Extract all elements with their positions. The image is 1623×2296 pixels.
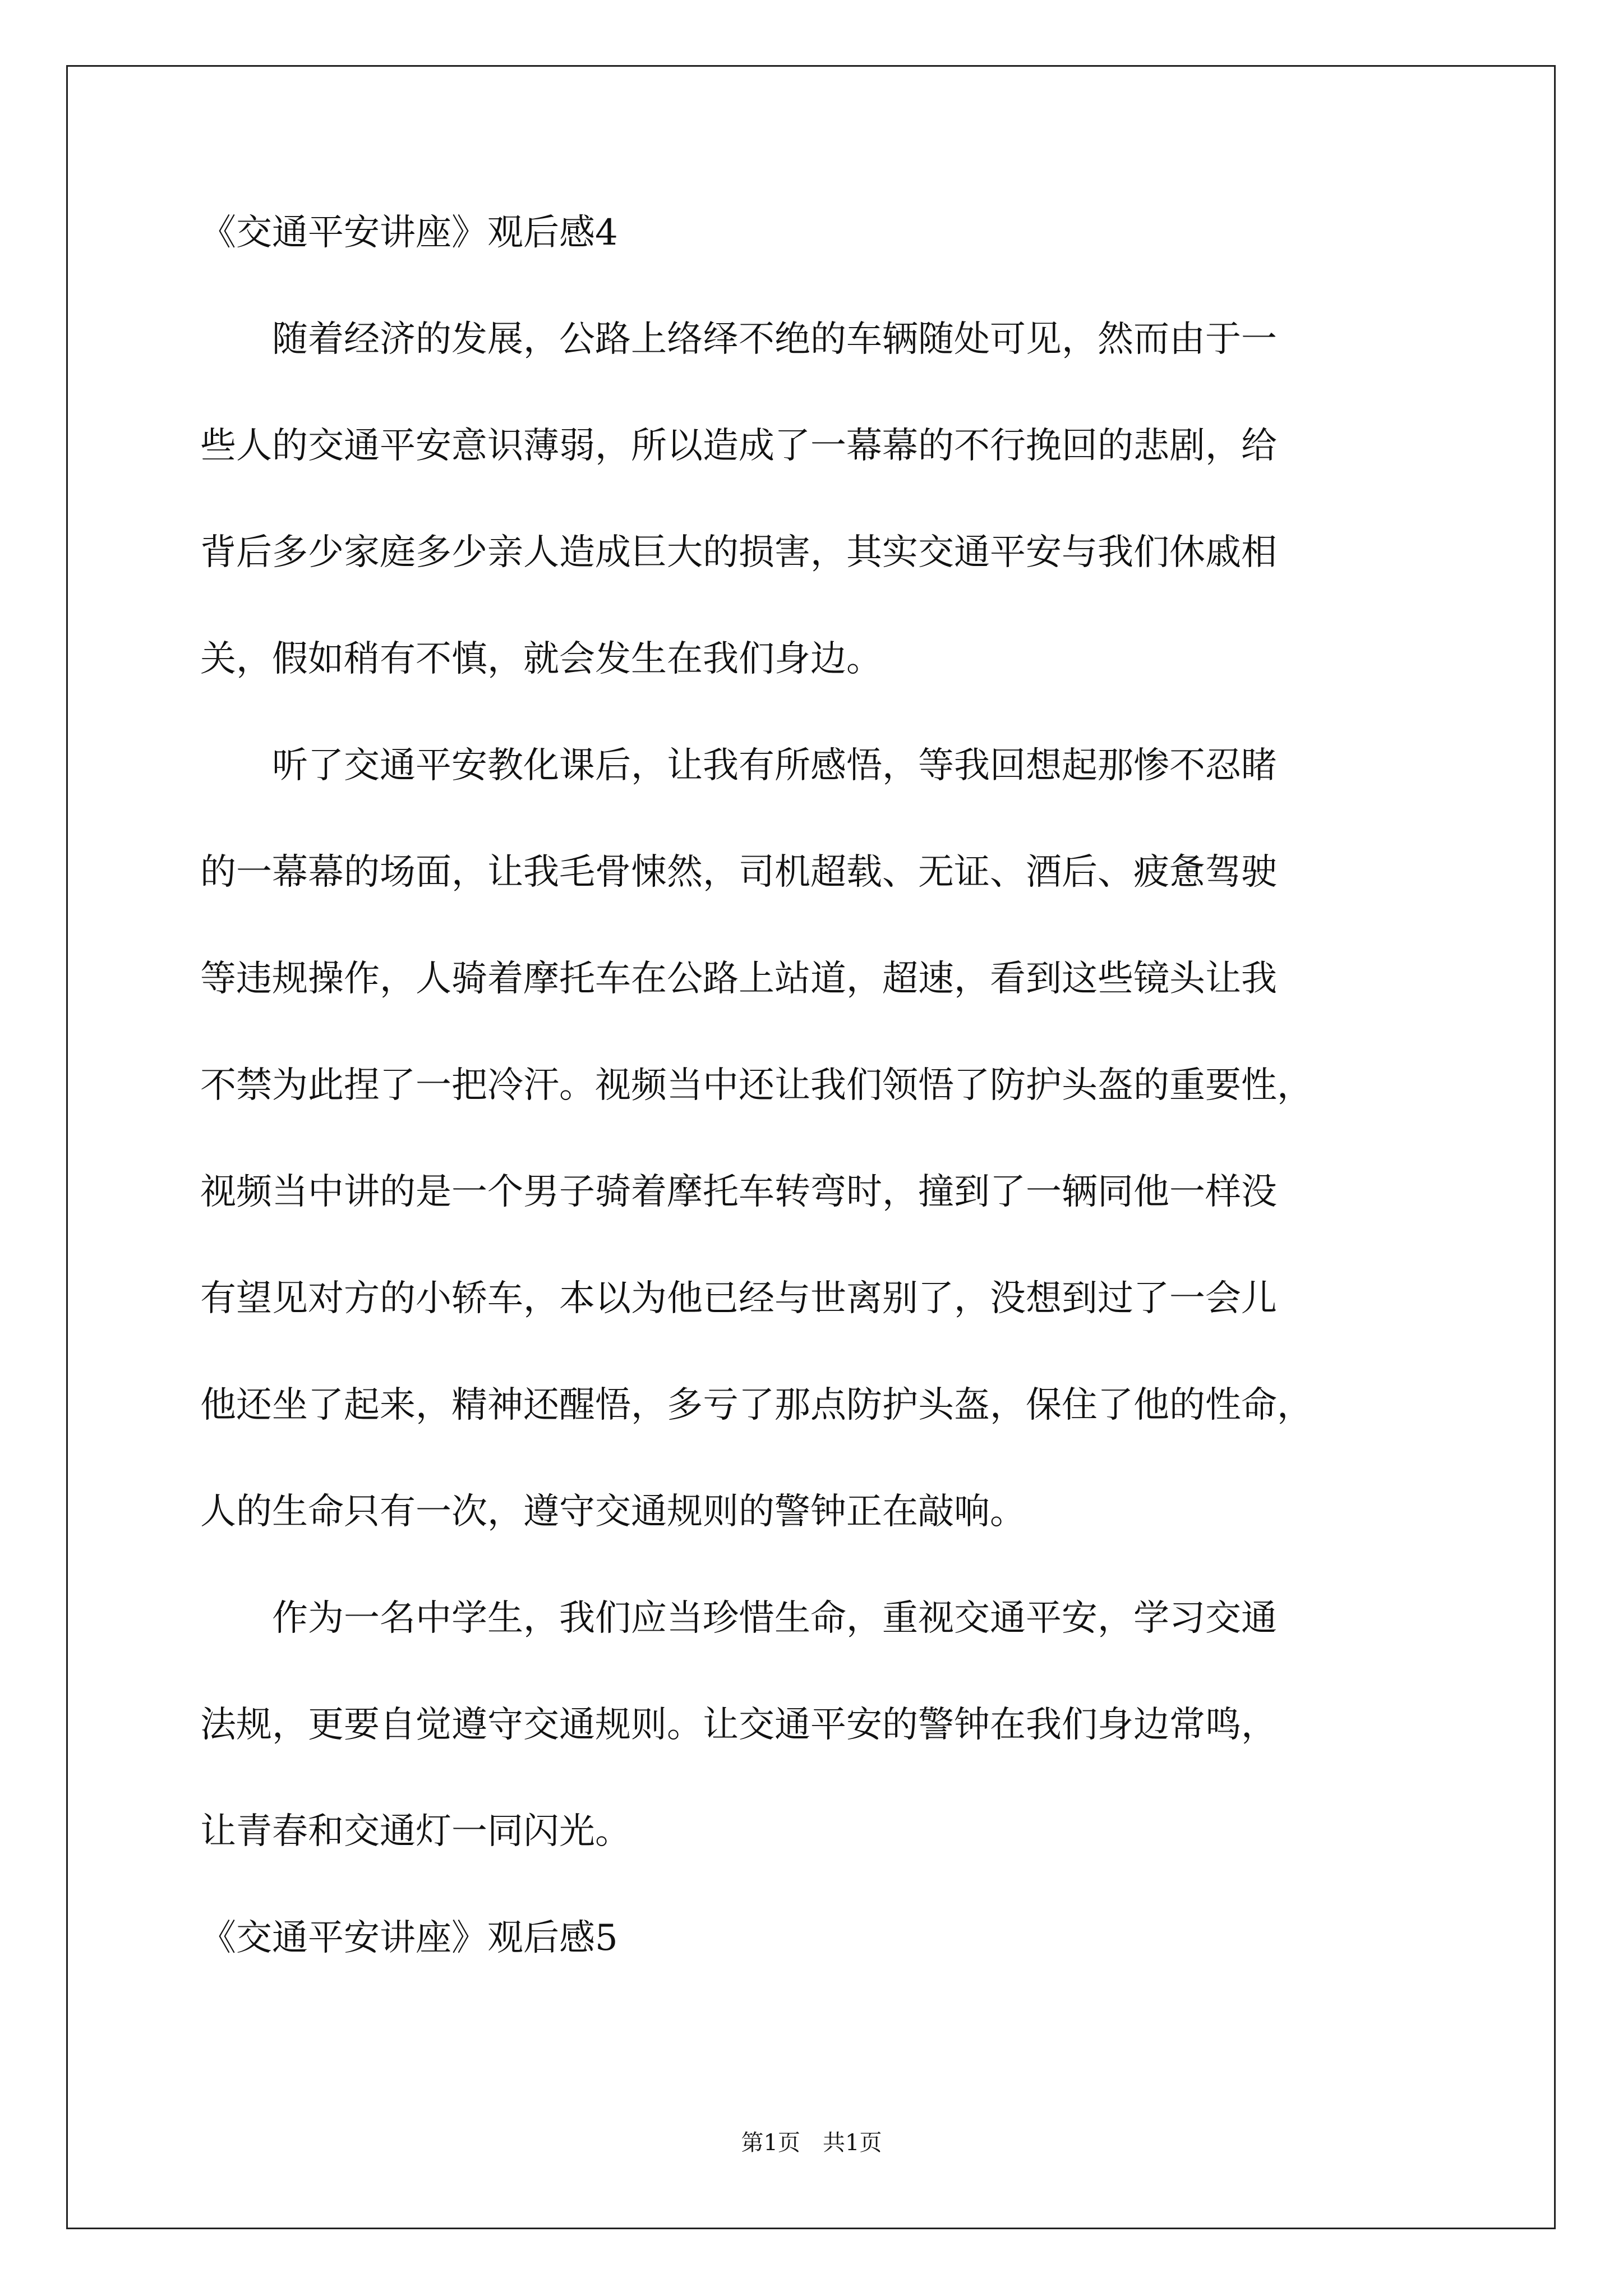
section-heading: 《交通平安讲座》观后感5 (200, 1917, 618, 1959)
paragraph-line: 些人的交通平安意识薄弱，所以造成了一幕幕的不行挽回的悲剧，给 (200, 425, 1277, 467)
paragraph-line: 的一幕幕的场面，让我毛骨悚然，司机超载、无证、酒后、疲惫驾驶 (200, 852, 1277, 893)
page-number-footer: 第1页 共1页 (741, 2130, 882, 2156)
paragraph-line: 法规，更要自觉遵守交通规则。让交通平安的警钟在我们身边常鸣， (200, 1704, 1277, 1746)
paragraph (200, 1565, 1445, 1885)
paragraph-line: 不禁为此捏了一把冷汗。视频当中还让我们领悟了防护头盔的重要性， (200, 1065, 1313, 1106)
paragraph-line: 有望见对方的小轿车，本以为他已经与世离别了，没想到过了一会儿 (200, 1278, 1277, 1319)
section-heading: 《交通平安讲座》观后感4 (200, 212, 618, 254)
paragraph-line: 关，假如稍有不慎，就会发生在我们身边。 (200, 638, 882, 680)
paragraph-line: 等违规操作，人骑着摩托车在公路上站道，超速，看到这些镜头让我 (200, 958, 1277, 1000)
paragraph-line: 人的生命只有一次，遵守交通规则的警钟正在敲响。 (200, 1491, 1026, 1533)
paragraph-line: 听了交通平安教化课后，让我有所感悟，等我回想起那惨不忍睹 (272, 745, 1277, 786)
paragraph-line: 随着经济的发展，公路上络绎不绝的车辆随处可见，然而由于一 (272, 319, 1277, 360)
paragraph-line: 作为一名中学生，我们应当珍惜生命，重视交通平安，学习交通 (272, 1598, 1277, 1639)
paragraph-line: 他还坐了起来，精神还醒悟，多亏了那点防护头盔，保住了他的性命， (200, 1384, 1313, 1426)
document-body (200, 208, 1445, 1963)
paragraph-line: 背后多少家庭多少亲人造成巨大的损害，其实交通平安与我们休戚相 (200, 532, 1277, 573)
paragraph-line: 视频当中讲的是一个男子骑着摩托车转弯时，撞到了一辆同他一样没 (200, 1171, 1277, 1213)
paragraph (200, 286, 1445, 712)
paragraph (200, 712, 1445, 1565)
paragraph-line: 让青春和交通灯一同闪光。 (200, 1811, 631, 1852)
